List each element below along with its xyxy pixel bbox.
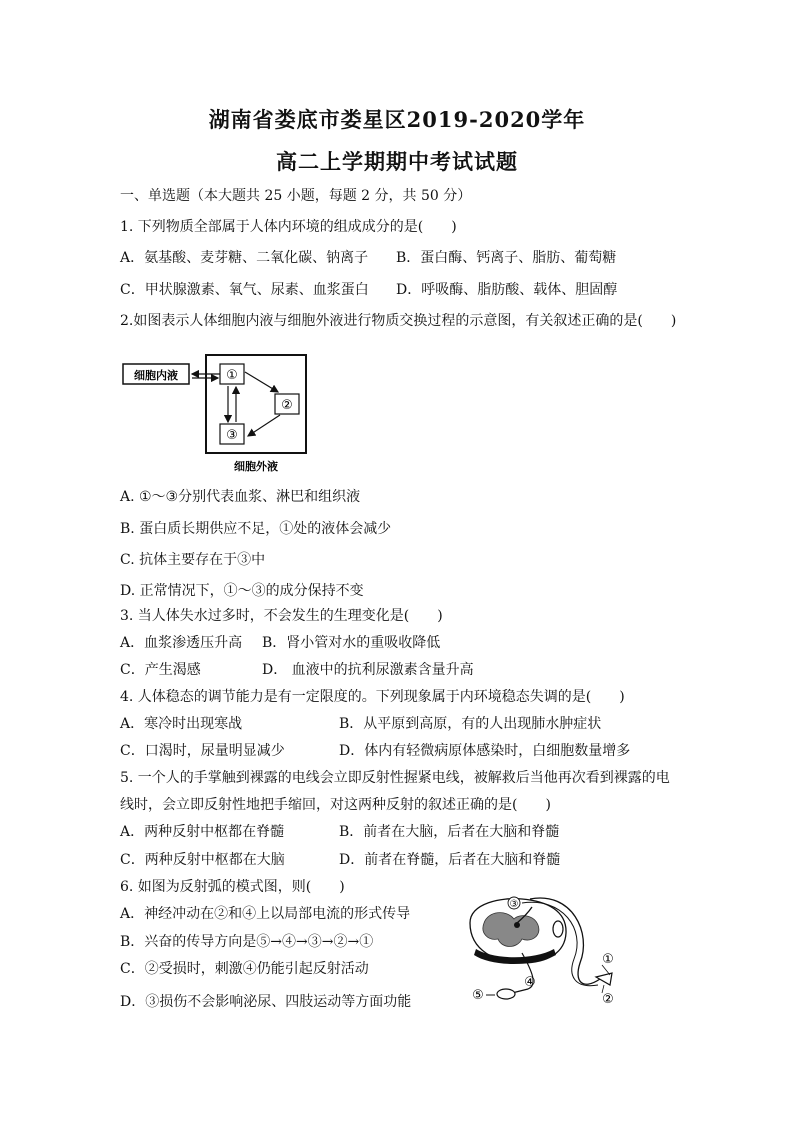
gray-matter <box>483 913 539 947</box>
question-2-option-a: A. ①～③分别代表血浆、淋巴和组织液 <box>120 489 361 505</box>
question-1-option-c: C．甲状腺激素、氧气、尿素、血浆蛋白 <box>120 282 369 298</box>
question-3-option-c: C．产生渴感 <box>120 662 201 678</box>
node-3-label: ③ <box>226 428 238 443</box>
question-5-option-d: D．前者在脊髓，后者在大脑和脊髓 <box>339 852 561 868</box>
reflex-arc-diagram <box>462 893 632 1011</box>
question-1-option-d: D．呼吸酶、脂肪酸、载体、胆固醇 <box>396 282 618 298</box>
question-4-option-c: C．口渴时，尿量明显减少 <box>120 743 285 759</box>
question-3-stem: 3. 当人体失水过多时，不会发生的生理变化是( ) <box>120 608 443 624</box>
question-5-option-b: B．前者在大脑，后者在大脑和脊髓 <box>339 824 560 840</box>
question-2-option-d: D. 正常情况下，①～③的成分保持不变 <box>120 583 364 599</box>
reflex-label-4: ④ <box>524 975 536 990</box>
question-3-option-b: B．肾小管对水的重吸收降低 <box>262 635 441 651</box>
question-3-option-a: A．血浆渗透压升高 <box>120 635 243 651</box>
question-5-option-c: C．两种反射中枢都在大脑 <box>120 852 285 868</box>
question-6-stem: 6. 如图为反射弧的模式图，则( ) <box>120 879 345 895</box>
question-4-stem: 4. 人体稳态的调节能力是有一定限度的。下列现象属于内环境稳态失调的是( ) <box>120 689 625 705</box>
question-5-option-a: A．两种反射中枢都在脊髓 <box>120 824 285 840</box>
question-4-option-a: A．寒冷时出现寒战 <box>120 716 243 732</box>
exam-title-line2: 高二上学期期中考试试题 <box>276 149 518 174</box>
fluid-exchange-diagram <box>120 352 320 477</box>
question-1-stem: 1. 下列物质全部属于人体内环境的组成成分的是( ) <box>120 219 457 235</box>
ventral-band <box>474 949 556 964</box>
question-4-option-d: D．体内有轻微病原体感染时，白细胞数量增多 <box>339 743 631 759</box>
reflex-label-3: ③ <box>509 899 519 910</box>
arrow-1-to-2 <box>245 372 278 392</box>
question-4-option-b: B．从平原到高原，有的人出现肺水肿症状 <box>339 716 602 732</box>
extracellular-label: 细胞外液 <box>234 460 278 473</box>
question-2-option-c: C. 抗体主要存在于③中 <box>120 552 266 568</box>
question-6-option-a: A．神经冲动在②和④上以局部电流的形式传导 <box>120 906 411 922</box>
question-2-option-b: B. 蛋白质长期供应不足，①处的液体会减少 <box>120 521 392 537</box>
reflex-label-1: ① <box>602 952 614 967</box>
reflex-label-2: ② <box>602 992 614 1007</box>
question-6-option-d: D．③损伤不会影响泌尿、四肢运动等方面功能 <box>120 994 412 1010</box>
node-2-label: ② <box>281 398 293 413</box>
question-3-option-d: D． 血液中的抗利尿激素含量升高 <box>262 662 474 678</box>
question-6-option-b: B．兴奋的传导方向是⑤→④→③→②→① <box>120 934 374 950</box>
reflex-label-5: ⑤ <box>472 988 484 1003</box>
arrow-2-to-3 <box>248 415 280 436</box>
section-heading: 一、单选题（本大题共 25 小题，每题 2 分，共 50 分） <box>120 188 472 204</box>
question-5-stem-line1: 5. 一个人的手掌触到裸露的电线会立即反射性握紧电线，被解救后当他再次看到裸露的电 <box>120 770 670 786</box>
synapse-dot <box>514 922 520 928</box>
effector-shape <box>497 989 515 999</box>
dorsal-root-ganglion <box>553 921 563 937</box>
exam-title-line1: 湖南省娄底市娄星区2019-2020学年 <box>208 107 586 132</box>
question-5-stem-line2: 线时，会立即反射性地把手缩回，对这两种反射的叙述正确的是( ) <box>120 797 551 813</box>
question-1-option-a: A．氨基酸、麦芽糖、二氧化碳、钠离子 <box>120 250 369 266</box>
node-1-label: ① <box>226 368 238 383</box>
question-2-stem: 2.如图表示人体细胞内液与细胞外液进行物质交换过程的示意图，有关叙述正确的是( ) <box>120 313 677 329</box>
intracellular-label: 细胞内液 <box>134 369 178 382</box>
question-1-option-b: B．蛋白酶、钙离子、脂肪、葡萄糖 <box>396 250 617 266</box>
question-6-option-c: C．②受损时，刺激④仍能引起反射活动 <box>120 961 369 977</box>
